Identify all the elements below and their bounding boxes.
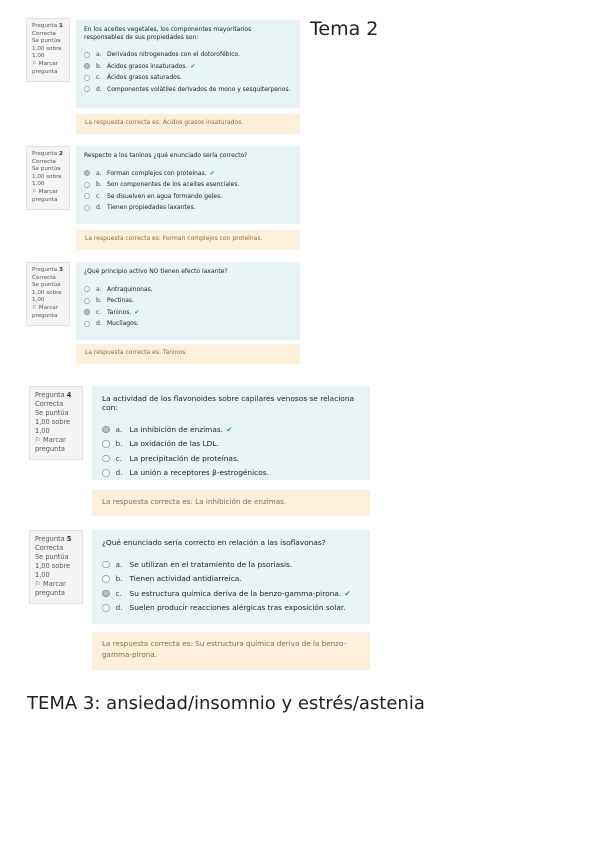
flag-question-link[interactable]: ⚐ Marcar pregunta [32, 60, 59, 75]
heading-tema-3: TEMA 3: ansiedad/insomnio y estrés/astenia [27, 693, 425, 714]
flag-question-link[interactable]: ⚐ Marcar pregunta [32, 188, 59, 203]
radio-button[interactable] [84, 298, 90, 304]
question-grade: Se puntúa 1,00 sobre 1,00 [32, 282, 62, 304]
answer-option[interactable]: b. Son componentes de los aceites esenciales. [84, 179, 292, 191]
question-content-5 [92, 530, 370, 624]
question-status: Correcta [32, 158, 56, 165]
question-content-4 [92, 386, 370, 480]
question-info-2 [26, 146, 70, 210]
radio-button[interactable] [84, 182, 90, 188]
radio-button[interactable] [84, 205, 90, 211]
answer-option[interactable]: c. Taninos. ✔ [84, 307, 292, 319]
question-number: Pregunta 3 [32, 267, 63, 273]
answer-option[interactable]: b. La oxidación de las LDL. [102, 437, 360, 452]
feedback-box: La respuesta correcta es: Ácidos grasos insaturados. [76, 114, 300, 134]
question-text: Respecto a los taninos ¿qué enunciado sería correcto? [84, 152, 248, 159]
radio-button[interactable] [84, 86, 90, 92]
answer-option[interactable]: c. Su estructura química deriva de la benzo-gamma-pirona. ✔ [102, 586, 360, 601]
check-icon: ✔ [134, 308, 140, 316]
answer-option[interactable]: b. Pectinas. [84, 295, 292, 307]
flag-icon: ⚐ [35, 436, 41, 444]
answer-option[interactable]: b. Tienen actividad antidiarreica. [102, 572, 360, 587]
radio-button[interactable] [84, 52, 90, 58]
radio-button-selected[interactable] [84, 309, 90, 315]
answer-option[interactable]: a. Antraquinonas. [84, 284, 292, 296]
question-number: Pregunta 2 [32, 151, 63, 157]
question-block-4 [26, 380, 376, 520]
radio-button[interactable] [84, 193, 90, 199]
answer-option[interactable]: a. Derivados nitrogenados con el dotorofébico. [84, 49, 292, 61]
heading-tema-2: Tema 2 [310, 18, 379, 40]
question-info-5 [29, 530, 83, 604]
answer-option[interactable]: d. Mucílagos. [84, 318, 292, 330]
flag-icon: ⚐ [32, 60, 38, 67]
radio-button-selected[interactable] [102, 590, 110, 598]
check-icon: ✔ [190, 62, 196, 70]
question-status: Correcta [35, 400, 64, 408]
feedback-box: La respuesta correcta es: Su estructura química deriva de la benzo-gamma-pirona. [92, 632, 370, 670]
question-number: Pregunta 4 [35, 391, 72, 399]
question-content-3 [76, 262, 300, 340]
flag-question-link[interactable]: ⚐ Marcar pregunta [35, 436, 66, 453]
answer-option[interactable]: d. Componentes volátiles derivados de mono y sesquiterpenos. [84, 84, 292, 96]
answer-option[interactable]: d. La unión a receptores β-estrogénicos. [102, 466, 360, 481]
question-info-3 [26, 262, 70, 326]
question-block-3 [26, 258, 308, 368]
answer-option[interactable]: a. Se utilizan en el tratamiento de la psoriasis. [102, 557, 360, 572]
question-number: Pregunta 5 [35, 535, 72, 543]
answer-option[interactable]: a. Forman complejos con proteínas. ✔ [84, 168, 292, 180]
answer-option[interactable]: c. Ácidos grasos saturados. [84, 72, 292, 84]
radio-button-selected[interactable] [84, 63, 90, 69]
question-grade: Se puntúa 1,00 sobre 1,00 [35, 553, 71, 579]
answer-option[interactable]: c. La precipitación de proteínas. [102, 451, 360, 466]
answer-option[interactable]: d. Suelen producir reacciones alérgicas tras exposición solar. [102, 601, 360, 616]
question-grade: Se puntúa 1,00 sobre 1,00 [32, 38, 62, 60]
radio-button[interactable] [102, 455, 110, 463]
answer-option[interactable]: c. Se disuelven en agua formando geles. [84, 191, 292, 203]
radio-button[interactable] [84, 321, 90, 327]
question-block-5 [26, 526, 376, 674]
feedback-box: La respuesta correcta es: La inhibición de enzimas. [92, 490, 370, 516]
question-info-1 [26, 18, 70, 82]
radio-button[interactable] [102, 440, 110, 448]
question-grade: Se puntúa 1,00 sobre 1,00 [35, 409, 71, 435]
check-icon: ✔ [344, 588, 351, 598]
flag-question-link[interactable]: ⚐ Marcar pregunta [35, 580, 66, 597]
question-grade: Se puntúa 1,00 sobre 1,00 [32, 166, 62, 188]
question-content-2 [76, 146, 300, 224]
question-text: La actividad de los flavonoides sobre capilares venosos se relaciona con: [102, 394, 355, 412]
question-text: ¿Qué principio activo NO tienen efecto laxante? [84, 268, 228, 275]
answer-option[interactable]: b. Ácidos grasos insaturados. ✔ [84, 61, 292, 73]
radio-button[interactable] [84, 75, 90, 81]
radio-button-selected[interactable] [102, 426, 110, 434]
question-status: Correcta [35, 544, 64, 552]
question-text: En los aceites vegetales, los componentes mayoritarios responsables de sus propiedades son: [84, 26, 252, 41]
radio-button[interactable] [84, 286, 90, 292]
question-number: Pregunta 1 [32, 23, 63, 29]
radio-button[interactable] [102, 575, 110, 583]
question-content-1 [76, 20, 300, 108]
check-icon: ✔ [226, 424, 233, 434]
answer-option[interactable]: d. Tienen propiedades laxantes. [84, 202, 292, 214]
question-block-2 [26, 142, 308, 256]
flag-icon: ⚐ [32, 188, 38, 195]
flag-question-link[interactable]: ⚐ Marcar pregunta [32, 304, 59, 319]
question-text: ¿Qué enunciado sería correcto en relación a las isoflavonas? [102, 538, 326, 547]
feedback-box: La respuesta correcta es: Taninos. [76, 344, 300, 364]
question-info-4 [29, 386, 83, 460]
flag-icon: ⚐ [35, 580, 41, 588]
check-icon: ✔ [209, 169, 215, 177]
radio-button[interactable] [102, 561, 110, 569]
radio-button-selected[interactable] [84, 170, 90, 176]
question-status: Correcta [32, 274, 56, 281]
feedback-box: La respuesta correcta es: Forman complejos con proteínas. [76, 230, 300, 250]
radio-button[interactable] [102, 604, 110, 612]
flag-icon: ⚐ [32, 304, 38, 311]
answer-option[interactable]: a. La inhibición de enzimas. ✔ [102, 422, 360, 437]
question-block-1 [26, 14, 308, 144]
question-status: Correcta [32, 30, 56, 37]
radio-button[interactable] [102, 469, 110, 477]
